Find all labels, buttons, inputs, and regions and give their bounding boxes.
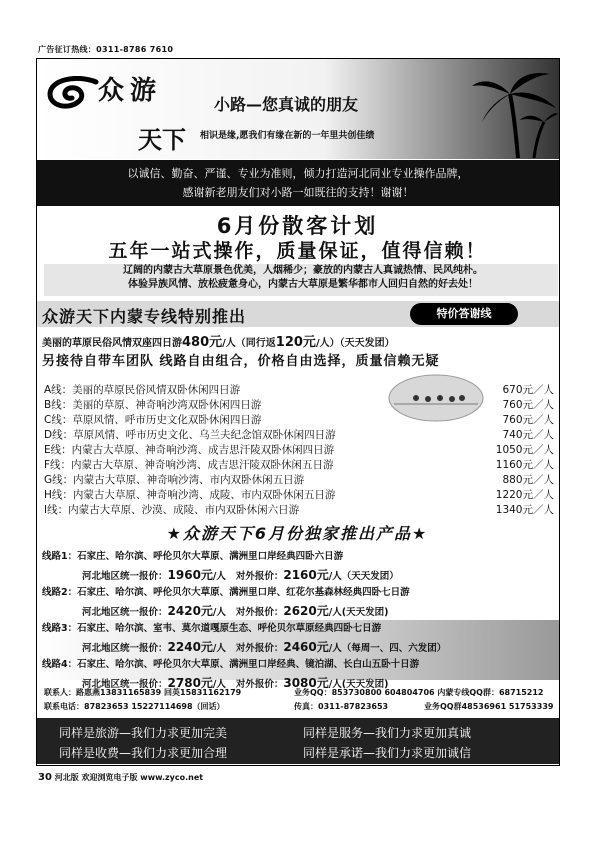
- contact-person: 联系人：路惠燕13831165839 回英15831162179: [44, 688, 242, 697]
- route-prices: [82, 638, 446, 655]
- mission-band: [37, 160, 559, 206]
- list-item: [44, 382, 554, 397]
- ad-hotline: 广告征订热线：0311-8786 7610: [38, 45, 174, 54]
- ext-price: 2620元: [283, 604, 329, 618]
- local-price: 2420元: [167, 604, 213, 618]
- special-price-suffix: /人）（天天发团）: [315, 338, 395, 349]
- page-footer: [38, 772, 203, 783]
- ext-label: 对外报价：: [235, 679, 284, 690]
- list-item: [44, 397, 554, 412]
- mission-line-2: 感谢新老朋友们对小路一如既往的支持！谢谢！: [182, 186, 414, 199]
- contact-block: [44, 686, 556, 714]
- ext-label: 对外报价：: [235, 607, 284, 618]
- mission-line-1: 以诚信、勤奋、严谨、专业为准则，倾力打造河北同业专业操作品牌，: [127, 167, 469, 180]
- ext-label: 对外报价：: [235, 571, 284, 582]
- local-unit: /人: [212, 571, 226, 582]
- line-price: 1220元／人: [495, 489, 554, 501]
- local-price: 1960元: [167, 568, 213, 582]
- contact-row: [44, 700, 556, 714]
- list-item: [42, 584, 552, 620]
- ext-price: 3080元: [283, 676, 329, 690]
- line-price: 880元／人: [502, 474, 554, 486]
- special-slogan: 另接待自带车团队 线路自由组合，价格自由选择，质量信赖无疑: [42, 354, 440, 369]
- route-name: 线路1：石家庄、哈尔滨、呼伦贝尔大草原、满洲里口岸经典四卧六日游: [42, 551, 344, 562]
- special-title: 众游天下内蒙专线特别推出: [42, 307, 247, 326]
- local-label: 河北地区统一报价：: [82, 571, 168, 582]
- line-price: 740元／人: [502, 429, 554, 441]
- plan-intro-line-2: 体验异族风情、放松疲惫身心，内蒙古大草原是繁华都市人回归自然的好去处！: [128, 279, 478, 290]
- local-label: 河北地区统一报价：: [82, 643, 168, 654]
- contact-qq-group: 业务QQ群48536961 51753339: [424, 702, 554, 711]
- line-route: F线：内蒙古大草原、神奇响沙湾、成吉思汗陵双卧休闲五日游: [44, 459, 334, 471]
- special-rebate: 120元: [275, 335, 316, 350]
- line-price: 760元／人: [502, 414, 554, 426]
- ext-unit: /人（每周一、四、六发团）: [328, 643, 447, 654]
- local-price: 2780元: [167, 676, 213, 690]
- contact-phone: 联系电话：87823653 15227114698（回话）: [44, 702, 225, 711]
- ext-unit: /人(天天发团): [328, 607, 389, 618]
- special-price: 480元: [182, 335, 223, 350]
- list-item: [44, 487, 554, 502]
- line-route: D线：草原风情、呼市历史文化、乌兰夫纪念馆双卧休闲四日游: [44, 429, 336, 441]
- route-name: 线路3：石家庄、哈尔滨、室韦、莫尔道嘎原生态、呼伦贝尔草原经典四卧七日游: [42, 623, 382, 634]
- ext-price: 2460元: [283, 640, 329, 654]
- line-price: 1340元／人: [495, 504, 554, 516]
- list-item: [44, 472, 554, 487]
- plan-intro-line-1: 辽阔的内蒙古大草原景色优美，人烟稀少；豪放的内蒙古人真诚热情、民风纯朴。: [123, 265, 483, 276]
- line-price: 760元／人: [502, 399, 554, 411]
- local-label: 河北地区统一报价：: [82, 679, 168, 690]
- line-price: 670元／人: [502, 384, 554, 396]
- list-item: [44, 442, 554, 457]
- header-tagline: 小路—您真诚的朋友: [214, 95, 359, 114]
- local-unit: /人: [212, 679, 226, 690]
- contact-fax: 传真：0311-87823653: [294, 702, 389, 711]
- motto-4: 同样是承诺—我们力求更加诚信: [303, 746, 472, 760]
- brand-name: 众游: [98, 76, 163, 106]
- motto-2: 同样是服务—我们力求更加真诚: [303, 726, 472, 740]
- line-route: B线：美丽的草原、神奇响沙湾双卧休闲四日游: [44, 399, 262, 411]
- line-price: 1050元／人: [495, 444, 554, 456]
- contact-row: [44, 686, 556, 700]
- route-name: 线路4：石家庄、哈尔滨、呼伦贝尔大草原、满洲里口岸经典、镜泊湖、长白山五卧十日游: [42, 659, 420, 670]
- motto-1: 同样是旅游—我们力求更加完美: [59, 726, 228, 740]
- list-item: [42, 548, 552, 584]
- exclusive-title: ★众游天下6月份独家推出产品★: [166, 524, 429, 543]
- ext-price: 2160元: [283, 568, 329, 582]
- line-route: H线：内蒙古大草原、神奇响沙湾、成陵、市内双卧休闲五日游: [44, 489, 336, 501]
- edition: 河北版: [54, 773, 79, 782]
- header-subtagline: 相识是缘,愿我们有缘在新的一年里共创佳绩: [200, 131, 375, 141]
- line-route: C线：草原风情、呼市历史文化双卧休闲四日游: [44, 414, 262, 426]
- special-price-mid: /人（同行返: [222, 338, 276, 349]
- line-route: E线：内蒙古大草原、神奇响沙湾、成吉思汗陵双卧休闲四日游: [44, 444, 335, 456]
- page-number: 30: [38, 772, 52, 783]
- motto-band: [37, 718, 559, 764]
- ext-label: 对外报价：: [235, 643, 284, 654]
- line-price: 1160元／人: [495, 459, 554, 471]
- logo-swirl-icon: [46, 76, 100, 110]
- line-route: I线：内蒙古大草原、沙漠、成陵、市内双卧休闲六日游: [44, 504, 300, 516]
- route-prices: [82, 602, 388, 619]
- line-route: G线：内蒙古大草原、神奇响沙湾、市内双卧休闲五日游: [44, 474, 305, 486]
- palm-tree-icon: [470, 64, 558, 158]
- ext-unit: /人（天天发团）: [328, 571, 399, 582]
- special-badge: 特价答谢线: [410, 303, 518, 325]
- plan-slogan: 五年一站式操作，质量保证，值得信赖！: [108, 240, 487, 262]
- line-route: A线：美丽的草原民俗风情双卧休闲四日游: [44, 384, 241, 396]
- local-label: 河北地区统一报价：: [82, 607, 168, 618]
- list-item: [44, 502, 554, 517]
- local-price: 2240元: [167, 640, 213, 654]
- list-item: [42, 620, 552, 656]
- route-name: 线路2：石家庄、哈尔滨、呼伦贝尔大草原、满洲里口岸、红花尔基森林经典四卧七日游: [42, 587, 410, 598]
- local-unit: /人: [212, 643, 226, 654]
- local-unit: /人: [212, 607, 226, 618]
- brand-name-2: 天下: [138, 125, 186, 154]
- list-item: [44, 412, 554, 427]
- special-price-prefix: 美丽的草原民俗风情双座四日游: [42, 338, 182, 349]
- special-price-line: [42, 331, 395, 350]
- motto-3: 同样是收费—我们力求更加合理: [59, 746, 228, 760]
- route-prices: [82, 566, 399, 583]
- list-item: [44, 427, 554, 442]
- plan-intro: [48, 264, 558, 292]
- list-item: [44, 457, 554, 472]
- ext-unit: /人(天天发团): [328, 679, 389, 690]
- footer-site: 欢迎浏览电子版 www.zyco.net: [81, 773, 204, 782]
- contact-qq: 业务QQ：853730800 604804706 内蒙专线QQ群：68715212: [294, 688, 544, 697]
- plan-title: 6月份散客计划: [216, 214, 379, 238]
